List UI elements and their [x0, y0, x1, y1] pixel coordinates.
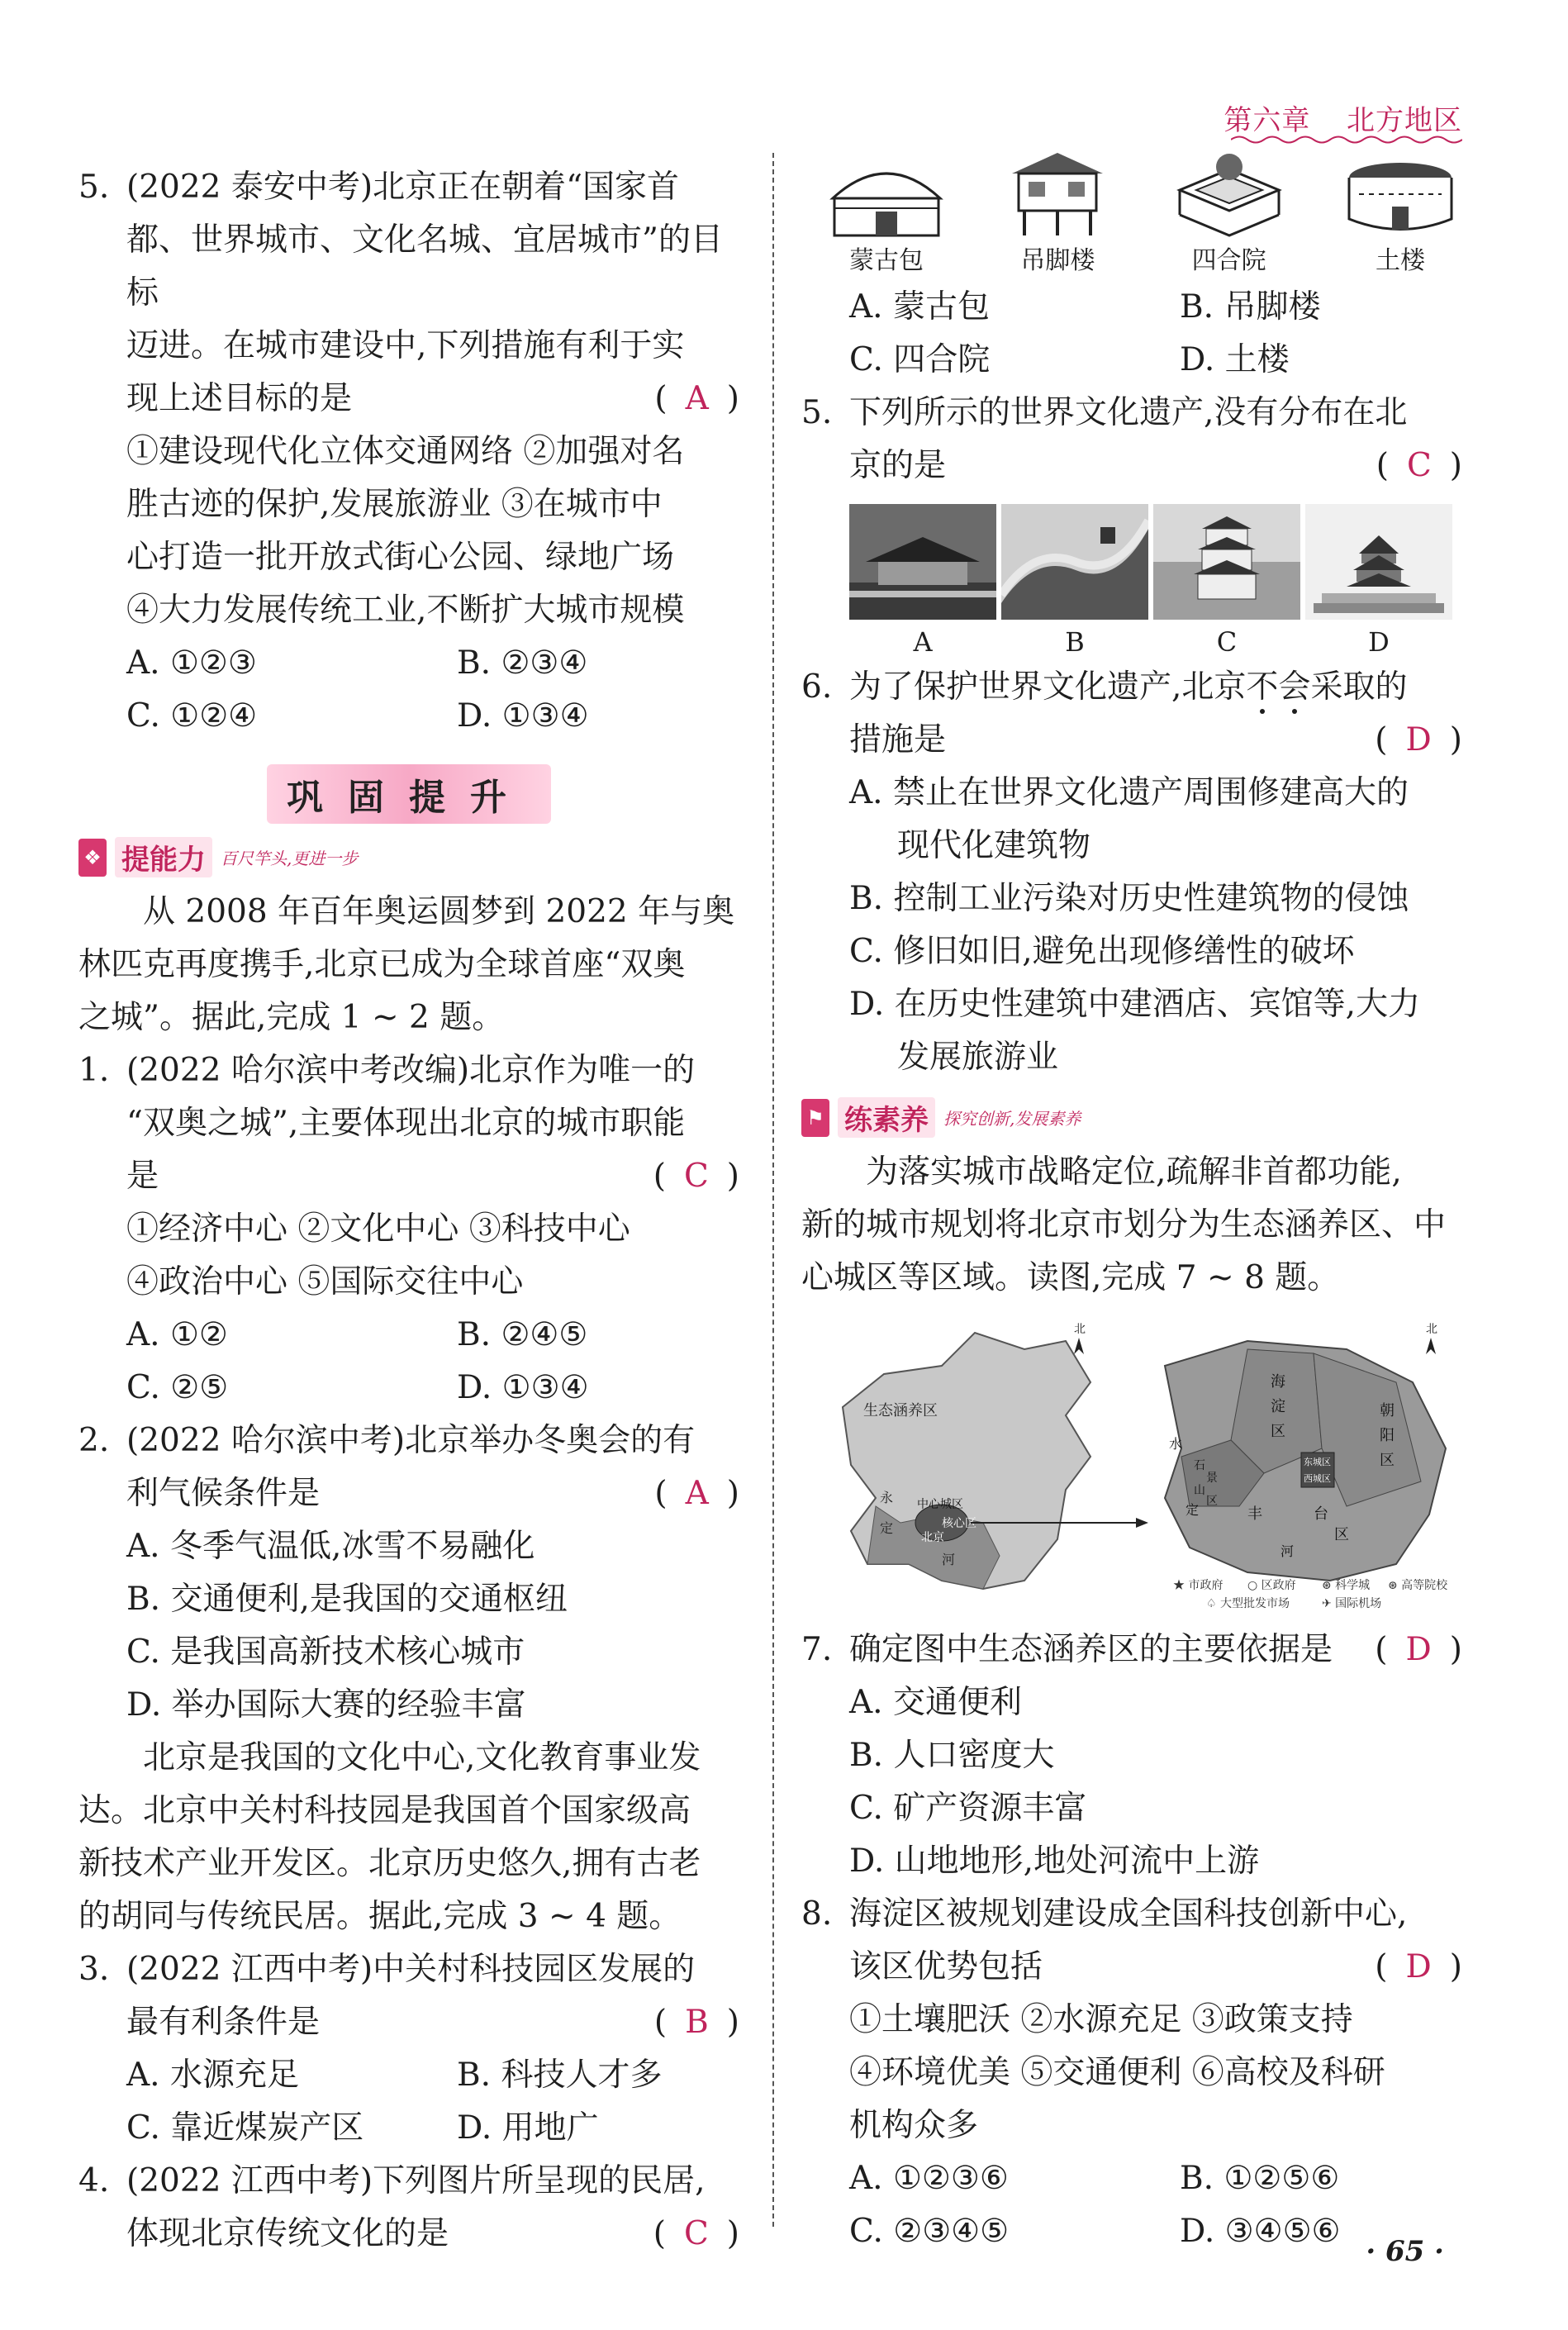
map-label: 阳	[1380, 1427, 1395, 1444]
statement-line: 胜古迹的保护,发展旅游业 ③在城市中	[126, 486, 663, 523]
option-a-cont: 现代化建筑物	[897, 827, 1091, 864]
map-label: 台	[1314, 1505, 1328, 1523]
legend-item: ✈ 国际机场	[1322, 1597, 1382, 1610]
option-d: D. ①③④	[457, 697, 589, 735]
question-5-right	[801, 387, 1462, 658]
question-line: (2022 江西中考)下列图片所呈现的民居,	[126, 2162, 706, 2199]
question-5-left	[78, 161, 739, 743]
map-label: 北京	[921, 1531, 944, 1544]
beijing-zone-map	[818, 1316, 1462, 1617]
statement-line: 心打造一批开放式街心公园、绿地广场	[126, 539, 675, 576]
question-8	[801, 1888, 1462, 2258]
legend-item: ⊛ 科学城	[1322, 1579, 1371, 1592]
option-a: A. ①②③	[126, 644, 257, 682]
map-label: 核心区	[942, 1517, 976, 1530]
map-label: 定	[880, 1520, 894, 1536]
statement-line: ①土壤肥沃 ②水源充足 ③政策支持	[849, 2001, 1353, 2038]
section-title: 巩固提升	[78, 764, 739, 824]
option-a: A. 禁止在世界文化遗产周围修建高大的	[849, 774, 1409, 811]
question-line: 措施是	[849, 721, 947, 758]
paragraph-line: 的胡同与传统民居。据此,完成 3 ~ 4 题。	[78, 1898, 682, 1935]
intro-paragraph-2	[78, 1732, 739, 1943]
section-label: 北方地区	[1347, 104, 1462, 137]
badge-subtitle: 百尺竿头,更进一步	[221, 849, 359, 868]
answer-letter: D	[1405, 1948, 1432, 1985]
question-line: 体现北京传统文化的是	[126, 2215, 449, 2252]
scroll-icon: ❖	[78, 839, 107, 877]
statement-line: ①建设现代化立体交通网络 ②加强对名	[126, 433, 685, 470]
map-label: 定	[1186, 1502, 1200, 1518]
map-label: 淀	[1271, 1398, 1285, 1415]
photo-great-wall	[1001, 504, 1148, 658]
temple-photo	[1305, 504, 1452, 620]
paragraph-line: 林匹克再度携手,北京已成为全球首座“双奥	[78, 946, 686, 983]
tulou-icon	[1338, 149, 1462, 240]
map-label: 河	[942, 1552, 956, 1567]
question-line: 现上述目标的是	[126, 380, 353, 417]
question-line: 确定图中生态涵养区的主要依据是	[849, 1631, 1333, 1668]
option-a: A. ①②	[126, 1316, 228, 1353]
question-line: 京的是	[849, 447, 947, 484]
question-line: 利气候条件是	[126, 1475, 321, 1512]
legend-item: ♤ 大型批发市场	[1206, 1597, 1290, 1610]
answer-letter: C	[1406, 447, 1432, 484]
paragraph-line: 新的城市规划将北京市划分为生态涵养区、中	[801, 1206, 1447, 1243]
question-6	[801, 661, 1462, 1084]
map-label: 永	[880, 1490, 894, 1505]
question-number: 8.	[801, 1895, 833, 1933]
map-label: 区	[1271, 1423, 1285, 1440]
paragraph-line: 新技术产业开发区。北京历史悠久,拥有古老	[78, 1845, 701, 1882]
answer-letter: A	[685, 380, 709, 417]
question-line: (2022 哈尔滨中考)北京举办冬奥会的有	[126, 1422, 696, 1459]
legend-item: ⊛ 高等院校	[1388, 1579, 1448, 1592]
option-b: B. 控制工业污染对历史性建筑物的侵蚀	[849, 880, 1409, 917]
option-a: A. ①②③⑥	[849, 2160, 1009, 2197]
legend-item: ○ 区政府	[1247, 1579, 1296, 1592]
figure-siheyuan	[1167, 149, 1291, 276]
question-line: 海淀区被规划建设成全国科技创新中心,	[849, 1895, 1408, 1933]
statement-line: ①经济中心 ②文化中心 ③科技中心	[126, 1210, 630, 1248]
map-label: 区	[1380, 1452, 1395, 1469]
option-a: A. 冬季气温低,冰雪不易融化	[126, 1528, 535, 1565]
great-wall-photo	[1001, 504, 1148, 620]
answer-letter: D	[1405, 721, 1432, 758]
paragraph-line: 为落实城市战略定位,疏解非首都功能,	[866, 1153, 1402, 1191]
statement-line: ④政治中心 ⑤国际交往中心	[126, 1263, 524, 1301]
answer-bracket: ( D )	[1375, 721, 1462, 758]
heritage-photos	[801, 504, 1462, 658]
option-c: C. ②③④⑤	[849, 2213, 1010, 2250]
answer-bracket: ( C )	[1376, 447, 1462, 484]
answer-letter: D	[1405, 1631, 1432, 1668]
option-d: D. ③④⑤⑥	[1180, 2213, 1341, 2250]
figure-caption: 四合院	[1191, 246, 1266, 275]
figure-caption: 蒙古包	[849, 246, 924, 275]
chapter-header	[1224, 97, 1462, 138]
north-arrow-icon	[1074, 1338, 1084, 1354]
question-line: 下列所示的世界文化遗产,没有分布在北	[849, 394, 1408, 431]
map-label: 山	[1194, 1484, 1205, 1497]
column-divider	[772, 153, 774, 2227]
paragraph-line: 心城区等区域。读图,完成 7 ~ 8 题。	[801, 1259, 1340, 1296]
question-line: (2022 哈尔滨中考改编)北京作为唯一的	[126, 1052, 696, 1089]
intro-paragraph-3	[801, 1146, 1462, 1305]
statement-line: ④环境优美 ⑤交通便利 ⑥高校及科研	[849, 2054, 1385, 2091]
question-2	[78, 1415, 739, 1732]
question-number: 1.	[78, 1052, 110, 1089]
right-column	[801, 149, 1462, 2258]
flag-icon: ⚑	[801, 1099, 829, 1137]
question-4	[78, 2155, 739, 2261]
answer-letter: A	[685, 1475, 709, 1512]
paragraph-line: 达。北京中关村科技园是我国首个国家级高	[78, 1792, 691, 1829]
question-line: 都、世界城市、文化名城、宜居城市”的目标	[126, 221, 723, 311]
dwelling-figures	[801, 149, 1462, 276]
question-line: 最有利条件是	[126, 2004, 321, 2041]
question-number: 7.	[801, 1631, 833, 1668]
badge-ability	[78, 837, 739, 877]
map-label: 石	[1194, 1459, 1205, 1472]
answer-bracket: ( C )	[653, 1158, 739, 1195]
option-b: B. 人口密度大	[849, 1737, 1055, 1774]
option-c: C. 修旧如旧,避免出现修缮性的破坏	[849, 933, 1355, 970]
chapter-label: 第六章	[1224, 104, 1311, 137]
paragraph-line: 从 2008 年百年奥运圆梦到 2022 年与奥	[143, 893, 735, 930]
option-c: C. ①②④	[126, 697, 258, 735]
paragraph-line: 北京是我国的文化中心,文化教育事业发	[143, 1739, 701, 1776]
photo-pagoda	[1153, 504, 1300, 658]
emphasis-dot: 会	[1278, 668, 1311, 706]
answer-bracket: ( A )	[654, 380, 739, 417]
option-c: C. 四合院	[849, 341, 991, 378]
legend-item: ★ 市政府	[1173, 1579, 1224, 1592]
option-c: C. 是我国高新技术核心城市	[126, 1633, 525, 1671]
map-label: 中心城区	[917, 1498, 963, 1511]
answer-bracket: ( D )	[1375, 1948, 1462, 1985]
map-label: 河	[1281, 1543, 1295, 1559]
north-label: 北	[1426, 1323, 1437, 1336]
photo-temple-of-heaven	[1305, 504, 1452, 658]
statement-line: 机构众多	[849, 2107, 979, 2144]
question-line: (2022 泰安中考)北京正在朝着“国家首	[126, 169, 680, 206]
photo-label: D	[1368, 626, 1390, 658]
option-a: A. 蒙古包	[849, 288, 990, 326]
stilt-house-icon	[995, 149, 1119, 240]
map-label: 区	[1206, 1495, 1218, 1508]
map-label: 区	[1334, 1526, 1349, 1543]
question-3	[78, 1943, 739, 2155]
arrow-head-icon	[1136, 1518, 1148, 1528]
north-label: 北	[1074, 1323, 1086, 1336]
header-wave-decoration	[1231, 134, 1462, 145]
figure-stilt-house	[995, 149, 1119, 276]
map-figure	[818, 1316, 1462, 1614]
photo-label: C	[1216, 626, 1238, 658]
intro-paragraph-1	[78, 886, 739, 1044]
photo-label: B	[1065, 626, 1085, 658]
map-label: 西城区	[1304, 1473, 1331, 1484]
left-column	[78, 161, 739, 2261]
question-7	[801, 1624, 1462, 1888]
option-c: C. 矿产资源丰富	[849, 1790, 1087, 1827]
question-number: 5.	[78, 169, 110, 206]
question-number: 2.	[78, 1422, 110, 1459]
figure-tulou	[1338, 149, 1462, 276]
question-line: 是	[126, 1158, 159, 1195]
map-label: 生态涵养区	[863, 1402, 938, 1419]
question-number: 6.	[801, 668, 833, 706]
option-b: B. 交通便利,是我国的交通枢纽	[126, 1581, 568, 1618]
question-line: (2022 江西中考)中关村科技园区发展的	[126, 1951, 696, 1988]
option-b: B. ①②⑤⑥	[1180, 2160, 1340, 2197]
badge-literacy	[801, 1097, 1462, 1138]
option-b: B. 吊脚楼	[1180, 288, 1321, 326]
option-d: D. 土楼	[1180, 341, 1290, 378]
answer-bracket: ( D )	[1375, 1631, 1462, 1668]
question-line: 迈进。在城市建设中,下列措施有利于实	[126, 327, 685, 364]
answer-bracket: ( C )	[653, 2215, 739, 2252]
figure-caption: 土楼	[1375, 246, 1425, 275]
option-d: D. 山地地形,地处河流中上游	[849, 1843, 1260, 1880]
palace-photo	[849, 504, 996, 620]
answer-letter: C	[683, 1158, 709, 1195]
badge-title: 提能力	[115, 837, 212, 877]
map-label: 海	[1271, 1373, 1285, 1391]
emphasis-dot: 不	[1246, 668, 1279, 706]
question-number: 3.	[78, 1951, 110, 1988]
statement-line: ④大力发展传统工业,不断扩大城市规模	[126, 592, 685, 629]
option-d: D. 用地广	[457, 2109, 599, 2147]
yurt-icon	[824, 149, 948, 240]
photo-forbidden-city	[849, 504, 996, 658]
answer-letter: B	[685, 2004, 709, 2041]
option-b: B. ②④⑤	[457, 1316, 588, 1353]
map-label: 水	[1169, 1436, 1183, 1452]
option-d: D. ①③④	[457, 1369, 589, 1406]
map-label: 丰	[1247, 1505, 1262, 1523]
page-number: · 65 ·	[1366, 2235, 1444, 2268]
option-c: C. 靠近煤炭产区	[126, 2109, 364, 2147]
option-a: A. 水源充足	[126, 2057, 299, 2094]
option-d: D. 在历史性建筑中建酒店、宾馆等,大力	[849, 986, 1421, 1023]
question-line: 该区优势包括	[849, 1948, 1043, 1985]
question-1	[78, 1044, 739, 1415]
map-label: 景	[1206, 1472, 1218, 1485]
option-d: D. 举办国际大赛的经验丰富	[126, 1686, 526, 1724]
badge-title: 练素养	[838, 1097, 935, 1138]
courtyard-house-icon	[1167, 149, 1291, 240]
pagoda-photo	[1153, 504, 1300, 620]
question-line: “双奥之城”,主要体现出北京的城市职能	[126, 1105, 686, 1142]
map-label: 东城区	[1304, 1457, 1331, 1467]
paragraph-line: 之城”。据此,完成 1 ~ 2 题。	[78, 999, 505, 1036]
option-d-cont: 发展旅游业	[897, 1039, 1059, 1076]
figure-caption: 吊脚楼	[1020, 246, 1095, 275]
north-arrow-icon	[1426, 1338, 1436, 1354]
option-b: B. 科技人才多	[457, 2057, 663, 2094]
answer-bracket: ( B )	[653, 2004, 739, 2041]
badge-subtitle: 探究创新,发展素养	[943, 1109, 1081, 1129]
answer-bracket: ( A )	[654, 1475, 739, 1512]
question-number: 4.	[78, 2162, 110, 2199]
answer-letter: C	[683, 2215, 709, 2252]
option-a: A. 交通便利	[849, 1684, 1022, 1721]
option-b: B. ②③④	[457, 644, 588, 682]
question-line: 为了保护世界文化遗产,北京不会采取的	[849, 668, 1408, 706]
figure-mongolian-yurt	[824, 149, 948, 276]
option-c: C. ②⑤	[126, 1369, 229, 1406]
map-label: 朝	[1380, 1402, 1395, 1419]
photo-label: A	[913, 626, 933, 658]
question-number: 5.	[801, 394, 833, 431]
